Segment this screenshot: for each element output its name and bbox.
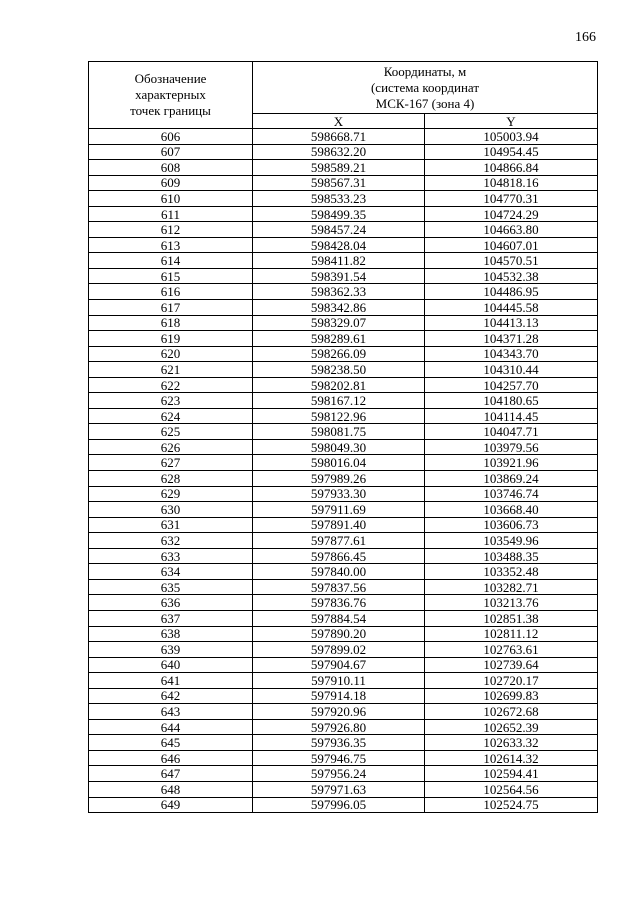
y-coordinate-cell: 103921.96: [425, 455, 598, 471]
table-row: [89, 548, 598, 564]
point-number-cell: 636: [89, 595, 253, 611]
point-number-cell: 622: [89, 377, 253, 393]
x-coordinate-cell: 598632.20: [253, 144, 425, 160]
table-row: [89, 610, 598, 626]
y-coordinate-cell: 104180.65: [425, 393, 598, 409]
y-coordinate-cell: 104954.45: [425, 144, 598, 160]
x-coordinate-cell: 598329.07: [253, 315, 425, 331]
point-number-cell: 624: [89, 408, 253, 424]
y-coordinate-cell: 104310.44: [425, 362, 598, 378]
point-number-cell: 631: [89, 517, 253, 533]
x-coordinate-cell: 598342.86: [253, 300, 425, 316]
table-row: [89, 517, 598, 533]
table-row: [89, 284, 598, 300]
x-coordinate-cell: 597890.20: [253, 626, 425, 642]
y-coordinate-cell: 102633.32: [425, 735, 598, 751]
x-coordinate-cell: 597884.54: [253, 610, 425, 626]
y-coordinate-cell: 102851.38: [425, 610, 598, 626]
y-coordinate-cell: 104866.84: [425, 160, 598, 176]
y-coordinate-cell: 105003.94: [425, 129, 598, 145]
x-coordinate-cell: 597933.30: [253, 486, 425, 502]
y-coordinate-cell: 104724.29: [425, 206, 598, 222]
point-number-cell: 646: [89, 750, 253, 766]
x-coordinate-cell: 597891.40: [253, 517, 425, 533]
boundary-coordinates-table: [88, 61, 598, 813]
point-number-cell: 633: [89, 548, 253, 564]
point-number-cell: 612: [89, 222, 253, 238]
point-number-cell: 640: [89, 657, 253, 673]
y-coordinate-cell: 102564.56: [425, 781, 598, 797]
point-number-cell: 639: [89, 642, 253, 658]
point-number-cell: 629: [89, 486, 253, 502]
x-coordinate-cell: 598122.96: [253, 408, 425, 424]
x-coordinate-cell: 598362.33: [253, 284, 425, 300]
x-coordinate-cell: 597904.67: [253, 657, 425, 673]
y-coordinate-cell: 102763.61: [425, 642, 598, 658]
x-coordinate-cell: 598457.24: [253, 222, 425, 238]
x-coordinate-cell: 597910.11: [253, 673, 425, 689]
x-coordinate-cell: 597840.00: [253, 564, 425, 580]
y-coordinate-cell: 104343.70: [425, 346, 598, 362]
y-coordinate-cell: 104570.51: [425, 253, 598, 269]
y-coordinate-cell: 102524.75: [425, 797, 598, 813]
point-number-cell: 621: [89, 362, 253, 378]
x-coordinate-cell: 598049.30: [253, 439, 425, 455]
x-coordinate-cell: 597837.56: [253, 579, 425, 595]
header-coordinates-line: (система координат: [370, 79, 480, 95]
x-coordinate-cell: 598668.71: [253, 129, 425, 145]
table-row: [89, 237, 598, 253]
y-coordinate-cell: 103549.96: [425, 533, 598, 549]
header-y: Y: [425, 114, 598, 129]
table-row: [89, 642, 598, 658]
y-coordinate-cell: 104532.38: [425, 268, 598, 284]
table-row: [89, 160, 598, 176]
x-coordinate-cell: 597996.05: [253, 797, 425, 813]
y-coordinate-cell: 104486.95: [425, 284, 598, 300]
table-row: [89, 533, 598, 549]
point-number-cell: 642: [89, 688, 253, 704]
table-row: [89, 191, 598, 207]
y-coordinate-cell: 104114.45: [425, 408, 598, 424]
x-coordinate-cell: 597899.02: [253, 642, 425, 658]
x-coordinate-cell: 598411.82: [253, 253, 425, 269]
point-number-cell: 618: [89, 315, 253, 331]
header-x: X: [253, 114, 425, 129]
x-coordinate-cell: 598428.04: [253, 237, 425, 253]
table-row: [89, 393, 598, 409]
y-coordinate-cell: 103668.40: [425, 502, 598, 518]
x-coordinate-cell: 597926.80: [253, 719, 425, 735]
table-row: [89, 719, 598, 735]
table-row: [89, 362, 598, 378]
point-number-cell: 644: [89, 719, 253, 735]
table-row: [89, 564, 598, 580]
header-coordinates: [253, 62, 598, 114]
table-row: [89, 175, 598, 191]
table-row: [89, 315, 598, 331]
y-coordinate-cell: 103606.73: [425, 517, 598, 533]
x-coordinate-cell: 598499.35: [253, 206, 425, 222]
y-coordinate-cell: 104607.01: [425, 237, 598, 253]
point-number-cell: 617: [89, 300, 253, 316]
table-row: [89, 253, 598, 269]
y-coordinate-cell: 102811.12: [425, 626, 598, 642]
y-coordinate-cell: 104818.16: [425, 175, 598, 191]
x-coordinate-cell: 598589.21: [253, 160, 425, 176]
point-number-cell: 613: [89, 237, 253, 253]
point-number-cell: 637: [89, 610, 253, 626]
table-row: [89, 704, 598, 720]
x-coordinate-cell: 598238.50: [253, 362, 425, 378]
y-coordinate-cell: 104413.13: [425, 315, 598, 331]
y-coordinate-cell: 102739.64: [425, 657, 598, 673]
x-coordinate-cell: 597911.69: [253, 502, 425, 518]
x-coordinate-cell: 597936.35: [253, 735, 425, 751]
table-row: [89, 424, 598, 440]
table-row: [89, 346, 598, 362]
x-coordinate-cell: 598081.75: [253, 424, 425, 440]
y-coordinate-cell: 104770.31: [425, 191, 598, 207]
y-coordinate-cell: 102699.83: [425, 688, 598, 704]
table-row: [89, 735, 598, 751]
table-row: [89, 486, 598, 502]
point-number-cell: 626: [89, 439, 253, 455]
table-row: [89, 439, 598, 455]
table-row: [89, 377, 598, 393]
y-coordinate-cell: 103213.76: [425, 595, 598, 611]
point-number-cell: 643: [89, 704, 253, 720]
y-coordinate-cell: 103488.35: [425, 548, 598, 564]
table-row: [89, 206, 598, 222]
x-coordinate-cell: 598533.23: [253, 191, 425, 207]
table-row: [89, 688, 598, 704]
x-coordinate-cell: 597971.63: [253, 781, 425, 797]
y-coordinate-cell: 102720.17: [425, 673, 598, 689]
x-coordinate-cell: 597836.76: [253, 595, 425, 611]
x-coordinate-cell: 597989.26: [253, 471, 425, 487]
x-coordinate-cell: 597914.18: [253, 688, 425, 704]
point-number-cell: 641: [89, 673, 253, 689]
point-number-cell: 625: [89, 424, 253, 440]
y-coordinate-cell: 102594.41: [425, 766, 598, 782]
point-number-cell: 638: [89, 626, 253, 642]
table-row: [89, 455, 598, 471]
x-coordinate-cell: 598167.12: [253, 393, 425, 409]
y-coordinate-cell: 102652.39: [425, 719, 598, 735]
point-number-cell: 628: [89, 471, 253, 487]
y-coordinate-cell: 104445.58: [425, 300, 598, 316]
table-row: [89, 781, 598, 797]
point-number-cell: 607: [89, 144, 253, 160]
table-row: [89, 331, 598, 347]
y-coordinate-cell: 104047.71: [425, 424, 598, 440]
table-row: [89, 300, 598, 316]
y-coordinate-cell: 104663.80: [425, 222, 598, 238]
point-number-cell: 609: [89, 175, 253, 191]
point-number-cell: 627: [89, 455, 253, 471]
x-coordinate-cell: 597946.75: [253, 750, 425, 766]
table-row: [89, 144, 598, 160]
x-coordinate-cell: 597866.45: [253, 548, 425, 564]
table-row: [89, 595, 598, 611]
header-coordinates-line: МСК-167 (зона 4): [375, 95, 475, 111]
x-coordinate-cell: 598289.61: [253, 331, 425, 347]
table-row: [89, 750, 598, 766]
point-number-cell: 634: [89, 564, 253, 580]
table-row: [89, 673, 598, 689]
point-number-cell: 623: [89, 393, 253, 409]
table-row: [89, 797, 598, 813]
header-coordinates-line: Координаты, м: [383, 63, 467, 79]
point-number-cell: 647: [89, 766, 253, 782]
header-designation-line: точек границы: [130, 103, 211, 118]
point-number-cell: 610: [89, 191, 253, 207]
point-number-cell: 606: [89, 129, 253, 145]
header-row-main: [89, 62, 598, 114]
point-number-cell: 619: [89, 331, 253, 347]
table-row: [89, 222, 598, 238]
table-row: [89, 268, 598, 284]
header-point-designation: [89, 62, 253, 129]
y-coordinate-cell: 103746.74: [425, 486, 598, 502]
point-number-cell: 649: [89, 797, 253, 813]
point-number-cell: 616: [89, 284, 253, 300]
x-coordinate-cell: 597877.61: [253, 533, 425, 549]
point-number-cell: 635: [89, 579, 253, 595]
x-coordinate-cell: 597956.24: [253, 766, 425, 782]
table-row: [89, 502, 598, 518]
table-row: [89, 657, 598, 673]
y-coordinate-cell: 104257.70: [425, 377, 598, 393]
point-number-cell: 630: [89, 502, 253, 518]
point-number-cell: 615: [89, 268, 253, 284]
table-body: [89, 129, 598, 813]
y-coordinate-cell: 103869.24: [425, 471, 598, 487]
point-number-cell: 632: [89, 533, 253, 549]
x-coordinate-cell: 598016.04: [253, 455, 425, 471]
y-coordinate-cell: 103979.56: [425, 439, 598, 455]
x-coordinate-cell: 598202.81: [253, 377, 425, 393]
page-number: 166: [575, 30, 596, 45]
x-coordinate-cell: 598567.31: [253, 175, 425, 191]
header-designation-line: характерных: [135, 87, 206, 102]
table-row: [89, 626, 598, 642]
table-row: [89, 129, 598, 145]
table-header: [89, 62, 598, 129]
point-number-cell: 614: [89, 253, 253, 269]
point-number-cell: 620: [89, 346, 253, 362]
table-row: [89, 766, 598, 782]
header-designation-line: Обозначение: [134, 71, 207, 86]
x-coordinate-cell: 597920.96: [253, 704, 425, 720]
table-row: [89, 579, 598, 595]
table-row: [89, 471, 598, 487]
point-number-cell: 648: [89, 781, 253, 797]
point-number-cell: 608: [89, 160, 253, 176]
table-row: [89, 408, 598, 424]
y-coordinate-cell: 102672.68: [425, 704, 598, 720]
x-coordinate-cell: 598391.54: [253, 268, 425, 284]
point-number-cell: 645: [89, 735, 253, 751]
y-coordinate-cell: 103282.71: [425, 579, 598, 595]
x-coordinate-cell: 598266.09: [253, 346, 425, 362]
point-number-cell: 611: [89, 206, 253, 222]
y-coordinate-cell: 103352.48: [425, 564, 598, 580]
y-coordinate-cell: 104371.28: [425, 331, 598, 347]
y-coordinate-cell: 102614.32: [425, 750, 598, 766]
